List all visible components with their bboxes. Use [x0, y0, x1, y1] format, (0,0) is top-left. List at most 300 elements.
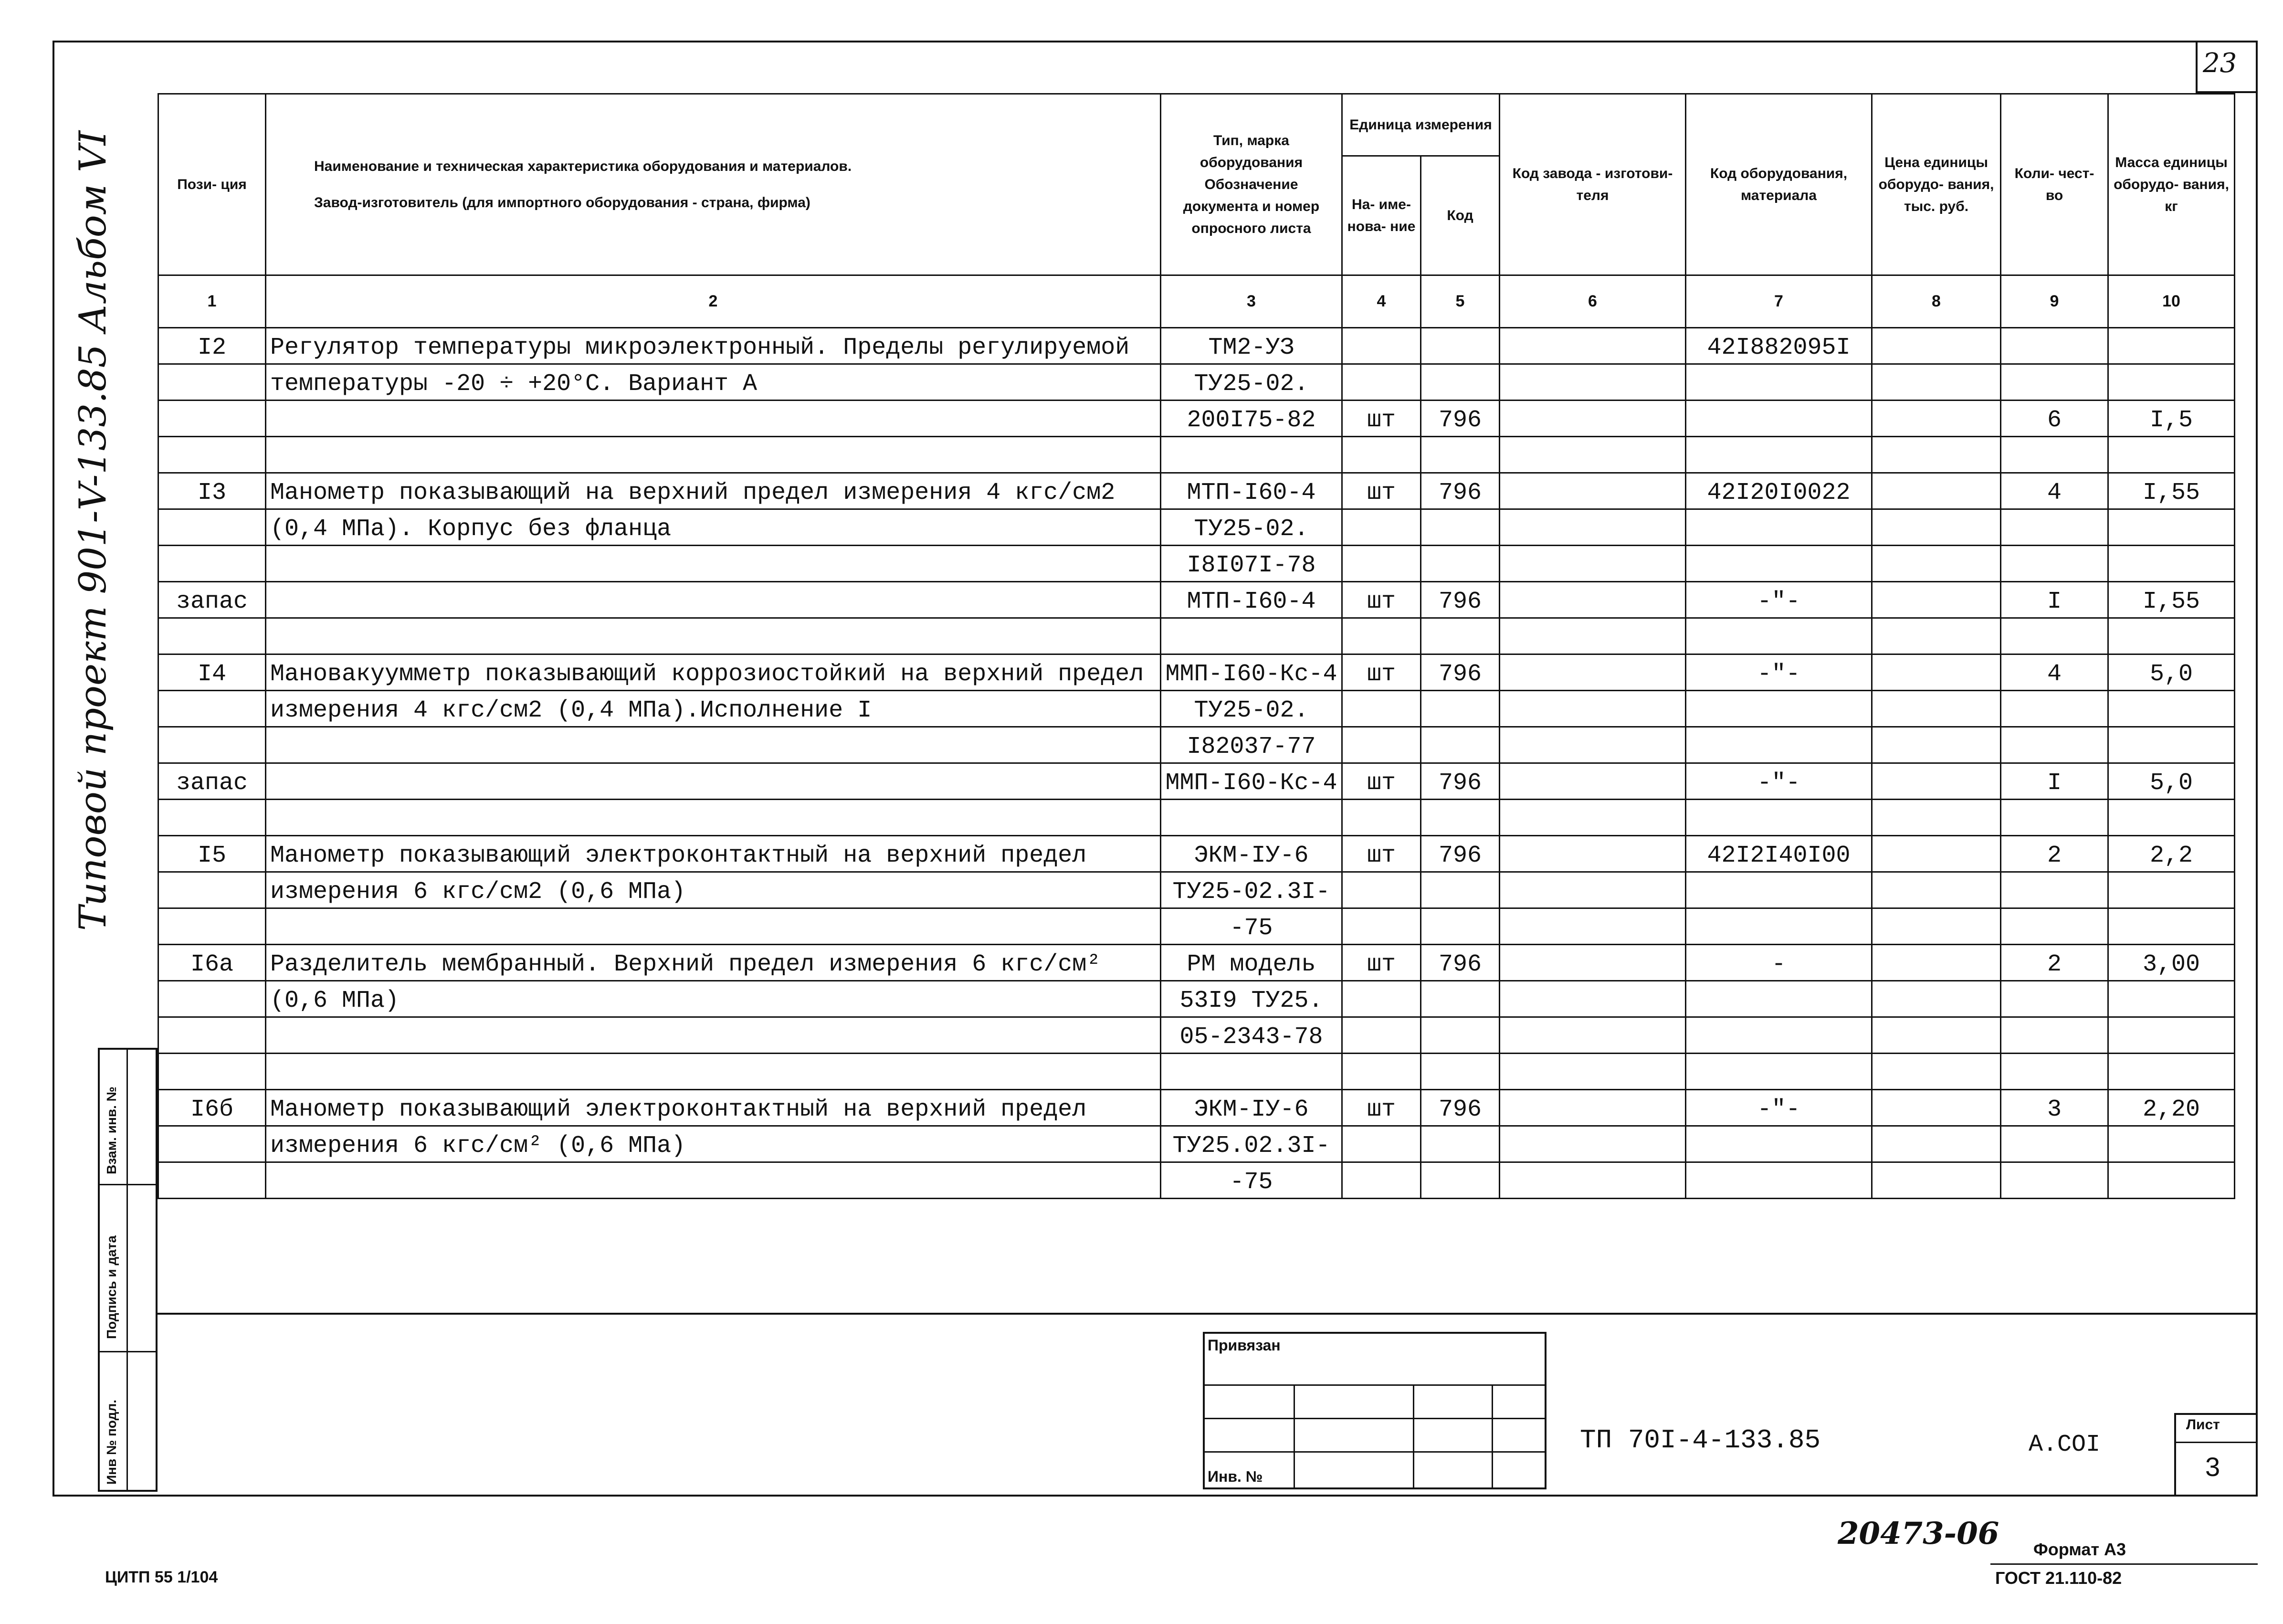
cell-name: [266, 546, 1161, 582]
cell-price: [1872, 763, 2001, 800]
cell-material-code: -"-: [1686, 1090, 1872, 1126]
header-quantity: Коли- чест- во: [2001, 94, 2108, 275]
cell-plant-code: [1500, 727, 1686, 763]
cell-plant-code: [1500, 473, 1686, 509]
table-row: [158, 582, 2235, 618]
cell-plant-code: [1500, 364, 1686, 401]
stamp-sign-date: Подпись и дата: [104, 1235, 119, 1339]
cell-position: [158, 618, 266, 654]
cell-unit-code: [1421, 872, 1500, 908]
cell-name: [266, 582, 1161, 618]
cell-mass: [2108, 1017, 2235, 1054]
cell-quantity: 3: [2001, 1090, 2108, 1126]
cell-plant-code: [1500, 546, 1686, 582]
sheet-label: Лист: [2186, 1417, 2220, 1433]
cell-unit-name: шт: [1342, 654, 1421, 691]
cell-mass: [2108, 872, 2235, 908]
cell-plant-code: [1500, 908, 1686, 945]
table-row: [158, 618, 2235, 654]
cell-unit-name: [1342, 364, 1421, 401]
cell-unit-name: шт: [1342, 1090, 1421, 1126]
cell-mass: 3,00: [2108, 945, 2235, 981]
cell-type: 53I9 ТУ25.: [1161, 981, 1342, 1017]
cell-mass: [2108, 1054, 2235, 1090]
cell-mass: [2108, 364, 2235, 401]
cell-position: [158, 364, 266, 401]
cell-name: Регулятор температуры микроэлектронный. Пределы регулируемой: [266, 328, 1161, 364]
cell-plant-code: [1500, 509, 1686, 546]
cell-quantity: [2001, 1054, 2108, 1090]
sheet-code: А.COI: [2029, 1431, 2101, 1458]
table-row: [158, 981, 2235, 1017]
cell-type: ЭКМ-IУ-6: [1161, 1090, 1342, 1126]
cell-plant-code: [1500, 1017, 1686, 1054]
table-row: [158, 1017, 2235, 1054]
cell-price: [1872, 1054, 2001, 1090]
table-row: [158, 945, 2235, 981]
cell-quantity: [2001, 546, 2108, 582]
cell-quantity: [2001, 364, 2108, 401]
cell-unit-code: [1421, 364, 1500, 401]
cell-price: [1872, 836, 2001, 872]
cell-mass: [2108, 908, 2235, 945]
cell-position: запас: [158, 763, 266, 800]
cell-mass: [2108, 727, 2235, 763]
table-row: [158, 473, 2235, 509]
cell-name: [266, 618, 1161, 654]
cell-price: [1872, 1090, 2001, 1126]
table-row: [158, 509, 2235, 546]
cell-plant-code: [1500, 328, 1686, 364]
table-row: [158, 691, 2235, 727]
table-row: [158, 872, 2235, 908]
cell-name: [266, 1054, 1161, 1090]
cell-name: [266, 437, 1161, 473]
cell-price: [1872, 618, 2001, 654]
cell-position: [158, 1162, 266, 1199]
doc-code: ТП 70I-4-133.85: [1580, 1425, 1821, 1455]
cell-price: [1872, 727, 2001, 763]
cell-quantity: 4: [2001, 473, 2108, 509]
table-row: [158, 401, 2235, 437]
cell-type: ММП-I60-Кс-4: [1161, 763, 1342, 800]
cell-position: [158, 981, 266, 1017]
cell-type: ТУ25-02.: [1161, 509, 1342, 546]
cell-name: измерения 6 кгс/см² (0,6 МПа): [266, 1126, 1161, 1162]
cell-position: I4: [158, 654, 266, 691]
cell-position: [158, 727, 266, 763]
cell-type: 05-2343-78: [1161, 1017, 1342, 1054]
cell-unit-name: [1342, 1126, 1421, 1162]
footer-line: [1990, 1563, 2258, 1565]
cell-type: ММП-I60-Кс-4: [1161, 654, 1342, 691]
cell-name: [266, 908, 1161, 945]
cell-type: ТМ2-УЗ: [1161, 328, 1342, 364]
cell-unit-name: шт: [1342, 582, 1421, 618]
column-number: 3: [1161, 275, 1342, 328]
cell-price: [1872, 473, 2001, 509]
cell-plant-code: [1500, 691, 1686, 727]
cell-quantity: I: [2001, 582, 2108, 618]
header-mass: Масса единицы оборудо- вания, кг: [2108, 94, 2235, 275]
cell-quantity: [2001, 509, 2108, 546]
cell-plant-code: [1500, 654, 1686, 691]
cell-name: [266, 763, 1161, 800]
cell-mass: [2108, 800, 2235, 836]
cell-position: [158, 908, 266, 945]
cell-type: 200I75-82: [1161, 401, 1342, 437]
cell-material-code: [1686, 800, 1872, 836]
cell-material-code: [1686, 908, 1872, 945]
cell-price: [1872, 509, 2001, 546]
table-row: [158, 437, 2235, 473]
table-row: [158, 727, 2235, 763]
table-row: [158, 800, 2235, 836]
cell-quantity: 2: [2001, 945, 2108, 981]
cell-unit-code: 796: [1421, 945, 1500, 981]
cell-position: [158, 800, 266, 836]
cell-type: МТП-I60-4: [1161, 473, 1342, 509]
cell-unit-code: 796: [1421, 401, 1500, 437]
cell-name: измерения 6 кгс/см2 (0,6 МПа): [266, 872, 1161, 908]
cell-quantity: [2001, 1017, 2108, 1054]
header-unit-name: На- име- нова- ние: [1342, 156, 1421, 275]
cell-mass: I,5: [2108, 401, 2235, 437]
cell-position: I2: [158, 328, 266, 364]
cell-unit-code: 796: [1421, 763, 1500, 800]
column-number: 4: [1342, 275, 1421, 328]
cell-quantity: [2001, 981, 2108, 1017]
cell-type: ТУ25-02.3I-: [1161, 872, 1342, 908]
cell-quantity: 6: [2001, 401, 2108, 437]
cell-mass: [2108, 1162, 2235, 1199]
cell-name: (0,4 МПа). Корпус без фланца: [266, 509, 1161, 546]
cell-unit-code: [1421, 1126, 1500, 1162]
cell-price: [1872, 1017, 2001, 1054]
cell-plant-code: [1500, 836, 1686, 872]
cell-quantity: 4: [2001, 654, 2108, 691]
cell-plant-code: [1500, 401, 1686, 437]
column-number: 9: [2001, 275, 2108, 328]
table-row: [158, 1162, 2235, 1199]
cell-material-code: [1686, 1017, 1872, 1054]
cell-quantity: [2001, 1126, 2108, 1162]
cell-unit-code: [1421, 800, 1500, 836]
cell-plant-code: [1500, 1126, 1686, 1162]
cell-unit-name: [1342, 872, 1421, 908]
cell-material-code: 42I20I0022: [1686, 473, 1872, 509]
cell-plant-code: [1500, 618, 1686, 654]
cell-unit-name: [1342, 1162, 1421, 1199]
cell-quantity: [2001, 328, 2108, 364]
cell-material-code: [1686, 1054, 1872, 1090]
cell-type: ТУ25-02.: [1161, 364, 1342, 401]
cell-price: [1872, 981, 2001, 1017]
cell-type: ТУ25-02.: [1161, 691, 1342, 727]
cell-name: Манометр показывающий на верхний предел измерения 4 кгс/см2: [266, 473, 1161, 509]
cell-unit-code: [1421, 1054, 1500, 1090]
cell-type: [1161, 618, 1342, 654]
cell-quantity: 2: [2001, 836, 2108, 872]
cell-unit-name: шт: [1342, 763, 1421, 800]
cell-name: [266, 401, 1161, 437]
privyazan-line-3: [1203, 1451, 1547, 1453]
cell-position: I6а: [158, 945, 266, 981]
cell-quantity: [2001, 872, 2108, 908]
cell-material-code: [1686, 618, 1872, 654]
header-position: Пози- ция: [158, 94, 266, 275]
cell-name: измерения 4 кгс/см2 (0,4 МПа).Исполнение I: [266, 691, 1161, 727]
cell-position: [158, 509, 266, 546]
cell-material-code: -"-: [1686, 654, 1872, 691]
cell-price: [1872, 800, 2001, 836]
cell-material-code: [1686, 981, 1872, 1017]
stamp-inv-zam: Взам. инв. №: [104, 1086, 119, 1174]
cell-material-code: -"-: [1686, 582, 1872, 618]
cell-type: РМ модель: [1161, 945, 1342, 981]
cell-mass: I,55: [2108, 582, 2235, 618]
table-row: [158, 546, 2235, 582]
cell-price: [1872, 401, 2001, 437]
cell-material-code: [1686, 546, 1872, 582]
header-unit-code: Код: [1421, 156, 1500, 275]
privyazan-vline-3: [1492, 1384, 1493, 1489]
cell-unit-name: [1342, 437, 1421, 473]
cell-material-code: -: [1686, 945, 1872, 981]
cell-unit-code: [1421, 981, 1500, 1017]
cell-quantity: [2001, 437, 2108, 473]
cell-position: [158, 1017, 266, 1054]
cell-mass: [2108, 691, 2235, 727]
privyazan-box: [1203, 1332, 1547, 1489]
cell-unit-code: 796: [1421, 582, 1500, 618]
cell-name: Манометр показывающий электроконтактный на верхний предел: [266, 1090, 1161, 1126]
cell-position: I6б: [158, 1090, 266, 1126]
cell-plant-code: [1500, 1054, 1686, 1090]
cell-unit-name: [1342, 981, 1421, 1017]
cell-material-code: [1686, 364, 1872, 401]
cell-position: [158, 691, 266, 727]
header-plant-code: Код завода - изготови- теля: [1500, 94, 1686, 275]
cell-material-code: [1686, 437, 1872, 473]
title-block-top-line: [158, 1313, 2258, 1315]
cell-position: [158, 401, 266, 437]
table-row: [158, 763, 2235, 800]
cell-material-code: [1686, 1126, 1872, 1162]
cell-unit-name: [1342, 800, 1421, 836]
cell-unit-code: [1421, 908, 1500, 945]
cell-unit-name: шт: [1342, 836, 1421, 872]
sheet-number: 3: [2205, 1452, 2220, 1482]
cell-position: I5: [158, 836, 266, 872]
cell-price: [1872, 437, 2001, 473]
header-name: [266, 94, 1161, 275]
column-number: 7: [1686, 275, 1872, 328]
cell-plant-code: [1500, 872, 1686, 908]
gost-label: ГОСТ 21.110-82: [1995, 1568, 2122, 1588]
table-row: [158, 364, 2235, 401]
cell-type: -75: [1161, 908, 1342, 945]
cell-quantity: [2001, 908, 2108, 945]
cell-material-code: [1686, 1162, 1872, 1199]
cell-quantity: [2001, 1162, 2108, 1199]
left-stamp-col-divider: [126, 1048, 128, 1492]
cell-unit-code: [1421, 618, 1500, 654]
cell-mass: [2108, 618, 2235, 654]
cell-unit-name: шт: [1342, 945, 1421, 981]
table-row: [158, 1054, 2235, 1090]
cell-position: [158, 1054, 266, 1090]
cell-price: [1872, 945, 2001, 981]
cell-material-code: [1686, 401, 1872, 437]
privyazan-label: Привязан: [1208, 1337, 1281, 1354]
cell-price: [1872, 546, 2001, 582]
cell-plant-code: [1500, 981, 1686, 1017]
side-title: Типовой проект 901-V-133.85 Альбом VI: [72, 130, 115, 931]
cell-unit-name: [1342, 908, 1421, 945]
cell-position: [158, 546, 266, 582]
cell-type: МТП-I60-4: [1161, 582, 1342, 618]
cell-price: [1872, 908, 2001, 945]
column-numbers-row: [158, 275, 2235, 328]
cell-mass: I,55: [2108, 473, 2235, 509]
cell-unit-code: [1421, 328, 1500, 364]
cell-price: [1872, 328, 2001, 364]
cell-name: [266, 800, 1161, 836]
cell-mass: 5,0: [2108, 654, 2235, 691]
cell-price: [1872, 364, 2001, 401]
cell-mass: [2108, 509, 2235, 546]
cell-price: [1872, 582, 2001, 618]
cell-unit-code: [1421, 509, 1500, 546]
specification-table: [158, 93, 2235, 1199]
cell-type: [1161, 437, 1342, 473]
handwritten-number: 20473-06: [1838, 1516, 1999, 1551]
cell-unit-code: 796: [1421, 836, 1500, 872]
cell-mass: 2,2: [2108, 836, 2235, 872]
cell-unit-name: шт: [1342, 473, 1421, 509]
cell-unit-name: [1342, 509, 1421, 546]
cell-type: I82037-77: [1161, 727, 1342, 763]
cell-name: (0,6 МПа): [266, 981, 1161, 1017]
cell-unit-name: [1342, 1017, 1421, 1054]
table-row: [158, 908, 2235, 945]
cell-material-code: 42I882095I: [1686, 328, 1872, 364]
page-number: 23: [2203, 48, 2237, 79]
privyazan-vline-2: [1413, 1384, 1414, 1489]
cell-mass: 5,0: [2108, 763, 2235, 800]
cell-type: [1161, 800, 1342, 836]
cell-unit-name: [1342, 546, 1421, 582]
cell-quantity: I: [2001, 763, 2108, 800]
cell-material-code: [1686, 691, 1872, 727]
cell-unit-code: [1421, 546, 1500, 582]
cell-position: запас: [158, 582, 266, 618]
table-row: [158, 654, 2235, 691]
column-number: 5: [1421, 275, 1500, 328]
cell-price: [1872, 1126, 2001, 1162]
cell-plant-code: [1500, 582, 1686, 618]
cell-position: I3: [158, 473, 266, 509]
cell-material-code: -"-: [1686, 763, 1872, 800]
header-name-line2: Завод-изготовитель (для импортного оборудования - страна, фирма): [314, 194, 810, 211]
cell-unit-code: [1421, 1017, 1500, 1054]
header-material-code: Код оборудования, материала: [1686, 94, 1872, 275]
cell-quantity: [2001, 800, 2108, 836]
cell-unit-code: 796: [1421, 654, 1500, 691]
table-row: [158, 1090, 2235, 1126]
cell-price: [1872, 654, 2001, 691]
cell-unit-code: 796: [1421, 1090, 1500, 1126]
column-number: 1: [158, 275, 266, 328]
table-row: [158, 836, 2235, 872]
cell-mass: [2108, 328, 2235, 364]
header-unit-group: Единица измерения: [1342, 94, 1500, 156]
cell-unit-code: [1421, 437, 1500, 473]
cell-price: [1872, 1162, 2001, 1199]
cell-unit-name: [1342, 328, 1421, 364]
cell-position: [158, 872, 266, 908]
privyazan-line-2: [1203, 1418, 1547, 1419]
cell-mass: [2108, 981, 2235, 1017]
cell-material-code: [1686, 727, 1872, 763]
cell-type: [1161, 1054, 1342, 1090]
cell-unit-name: [1342, 691, 1421, 727]
cell-mass: [2108, 1126, 2235, 1162]
cell-type: ТУ25.02.3I-: [1161, 1126, 1342, 1162]
cell-unit-code: [1421, 727, 1500, 763]
cell-plant-code: [1500, 1090, 1686, 1126]
column-number: 10: [2108, 275, 2235, 328]
column-number: 8: [1872, 275, 2001, 328]
cell-name: Разделитель мембранный. Верхний предел измерения 6 кгс/см²: [266, 945, 1161, 981]
cell-material-code: [1686, 509, 1872, 546]
cell-unit-name: [1342, 1054, 1421, 1090]
cell-unit-name: шт: [1342, 401, 1421, 437]
cell-name: Манометр показывающий электроконтактный на верхний предел: [266, 836, 1161, 872]
cell-quantity: [2001, 691, 2108, 727]
column-number: 2: [266, 275, 1161, 328]
table-row: [158, 328, 2235, 364]
cell-plant-code: [1500, 800, 1686, 836]
cnii-label: ЦИТП 55 1/104: [105, 1568, 218, 1586]
cell-name: [266, 727, 1161, 763]
cell-quantity: [2001, 618, 2108, 654]
stamp-inv-podl: Инв № подл.: [104, 1399, 119, 1485]
cell-unit-code: 796: [1421, 473, 1500, 509]
cell-type: -75: [1161, 1162, 1342, 1199]
cell-mass: 2,20: [2108, 1090, 2235, 1126]
sheet-box-divider: [2174, 1442, 2258, 1443]
cell-name: температуры -20 ÷ +20°С. Вариант А: [266, 364, 1161, 401]
cell-price: [1872, 872, 2001, 908]
cell-plant-code: [1500, 437, 1686, 473]
column-number: 6: [1500, 275, 1686, 328]
cell-name: [266, 1162, 1161, 1199]
cell-position: [158, 1126, 266, 1162]
cell-type: I8I07I-78: [1161, 546, 1342, 582]
privyazan-line-1: [1203, 1384, 1547, 1386]
cell-mass: [2108, 546, 2235, 582]
cell-unit-code: [1421, 1162, 1500, 1199]
cell-name: Мановакуумметр показывающий коррозиостойкий на верхний предел: [266, 654, 1161, 691]
cell-position: [158, 437, 266, 473]
inv-no-label: Инв. №: [1208, 1468, 1263, 1485]
header-name-line1: Наименование и техническая характеристика оборудования и материалов.: [314, 158, 852, 174]
cell-unit-code: [1421, 691, 1500, 727]
cell-plant-code: [1500, 763, 1686, 800]
cell-plant-code: [1500, 945, 1686, 981]
